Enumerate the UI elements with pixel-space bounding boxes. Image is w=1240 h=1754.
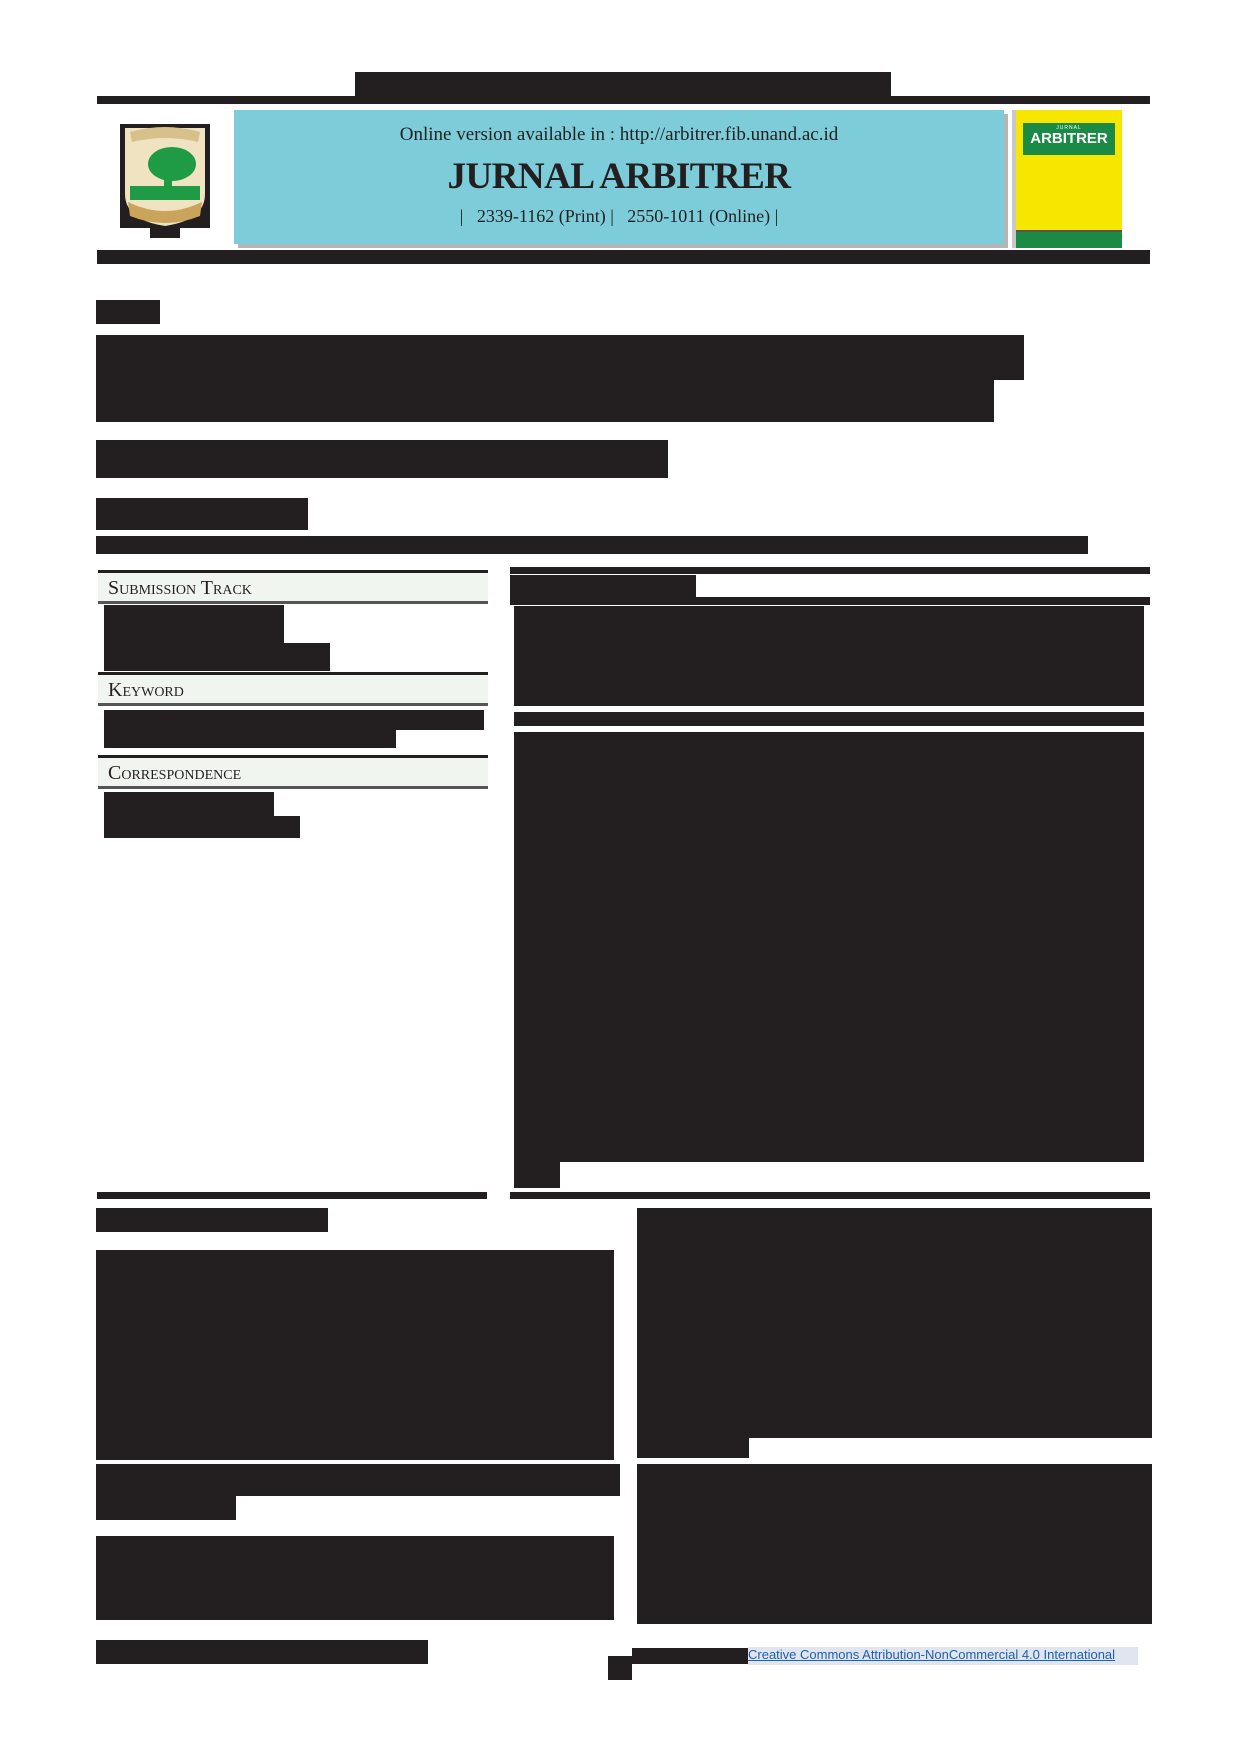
article-title-line-2-redacted bbox=[96, 380, 994, 422]
left-column-paragraph-3-redacted bbox=[96, 1536, 614, 1620]
left-column-paragraph-2-redacted bbox=[96, 1464, 620, 1496]
left-column-paragraph-1-redacted bbox=[96, 1250, 614, 1460]
abstract-bottom-rule bbox=[510, 1192, 1150, 1199]
cover-footer-band bbox=[1016, 230, 1122, 248]
keyword-content-redacted-2 bbox=[104, 730, 396, 748]
left-column-paragraph-2-tail-redacted bbox=[96, 1496, 236, 1520]
abstract-paragraph-2-redacted bbox=[514, 732, 1144, 1162]
correspondence-content-redacted-2 bbox=[104, 816, 300, 838]
right-column-paragraph-2-redacted bbox=[637, 1464, 1152, 1624]
submission-track-content-redacted bbox=[104, 605, 284, 643]
footer-citation-redacted bbox=[96, 1640, 428, 1664]
issn-text: | 2339-1162 (Print) | 2550-1011 (Online) | bbox=[459, 206, 779, 226]
page-number-redacted bbox=[608, 1656, 632, 1680]
right-column-paragraph-1-tail-redacted bbox=[637, 1438, 749, 1458]
section-heading-redacted bbox=[96, 1208, 328, 1232]
correspondence-label: Correspondence bbox=[108, 762, 242, 784]
journal-cover-thumbnail bbox=[1016, 110, 1122, 248]
banner-bottom-rule bbox=[97, 250, 1150, 264]
university-emblem-icon bbox=[120, 124, 210, 238]
journal-banner bbox=[234, 110, 1004, 244]
sidebar-heading-keyword bbox=[98, 672, 488, 706]
sidebar-heading-correspondence bbox=[98, 755, 488, 789]
sidebar-bottom-rule bbox=[97, 1192, 487, 1199]
abstract-paragraph-1-redacted bbox=[514, 606, 1144, 706]
affiliation-redacted bbox=[96, 536, 1088, 554]
running-header-redacted bbox=[355, 72, 891, 104]
article-title-line-3-redacted bbox=[96, 440, 668, 478]
keyword-label: Keyword bbox=[108, 679, 184, 701]
journal-title: JURNAL ARBITRER bbox=[447, 156, 791, 197]
submission-track-content-redacted-2 bbox=[104, 643, 330, 671]
correspondence-content-redacted bbox=[104, 792, 274, 816]
sidebar-heading-submission-track bbox=[98, 570, 488, 604]
abstract-separator-redacted bbox=[514, 712, 1144, 726]
cover-title-band bbox=[1023, 123, 1115, 155]
cover-big-title: ARBITRER bbox=[1030, 130, 1108, 147]
cover-small-title: JURNAL bbox=[1056, 125, 1082, 131]
abstract-paragraph-tail-redacted bbox=[514, 1162, 560, 1188]
abstract-top-rule bbox=[510, 567, 1150, 574]
online-version-text: Online version available in : http://arbitrer.fib.unand.ac.id bbox=[399, 124, 839, 145]
author-name-redacted bbox=[96, 498, 308, 530]
license-link[interactable]: Creative Commons Attribution-NonCommercial 4.0 International bbox=[748, 1647, 1138, 1665]
article-type-redacted bbox=[96, 300, 160, 324]
keyword-content-redacted bbox=[104, 710, 484, 730]
right-column-paragraph-1-redacted bbox=[637, 1208, 1152, 1438]
article-title-line-1-redacted bbox=[96, 335, 1024, 380]
abstract-heading-redacted bbox=[510, 575, 696, 597]
submission-track-label: Submission Track bbox=[108, 577, 252, 599]
abstract-heading-rule bbox=[510, 597, 1150, 605]
footer-license-prefix-redacted bbox=[632, 1648, 748, 1664]
